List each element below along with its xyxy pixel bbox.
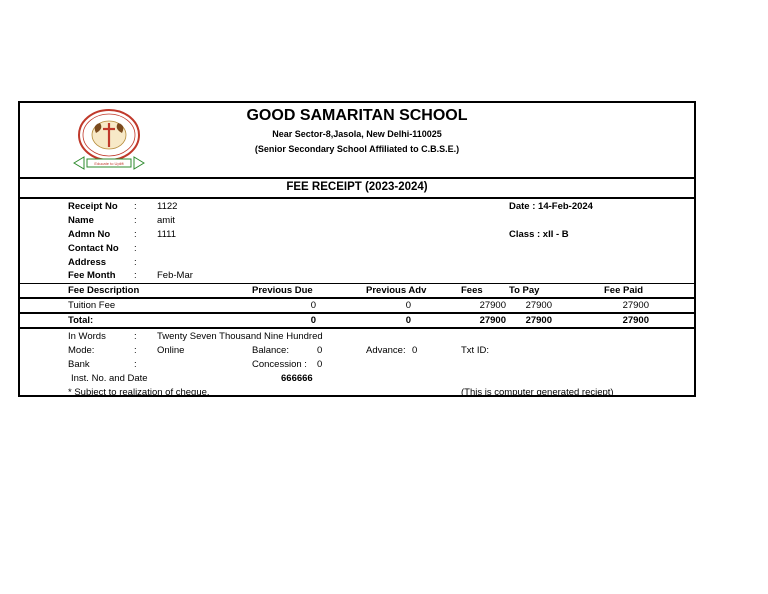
total-fees: 27900 (479, 315, 506, 326)
divider (20, 177, 694, 179)
concession-label: Concession : (252, 359, 307, 370)
total-previous-due: 0 (310, 315, 316, 326)
concession-value: 0 (317, 359, 323, 370)
admn-no-label: Admn No (68, 229, 111, 240)
address-label: Address (68, 257, 107, 268)
amount-in-words: Twenty Seven Thousand Nine Hundred (157, 331, 323, 342)
mode-label: Mode: (68, 345, 95, 356)
divider (20, 297, 694, 299)
receipt-date: Date : 14-Feb-2024 (509, 201, 593, 212)
colon: : (134, 243, 137, 254)
in-words-label: In Words (68, 331, 106, 342)
divider (20, 327, 694, 329)
receipt-no-label: Receipt No (68, 201, 118, 212)
total-fee-paid: 27900 (622, 315, 649, 326)
balance-label: Balance: (252, 345, 289, 356)
total-to-pay: 27900 (525, 315, 552, 326)
row-previous-adv: 0 (405, 300, 411, 311)
col-header-fees: Fees (461, 285, 483, 296)
colon: : (134, 359, 137, 370)
school-affiliation: (Senior Secondary School Affiliated to C.B.S.E.) (254, 144, 460, 154)
colon: : (134, 201, 137, 212)
total-label: Total: (68, 315, 94, 326)
col-header-fee-description: Fee Description (68, 285, 140, 296)
colon: : (134, 345, 137, 356)
receipt-title: FEE RECEIPT (2023-2024) (286, 181, 428, 193)
col-header-fee-paid: Fee Paid (604, 285, 644, 296)
receipt-no: 1122 (157, 201, 178, 212)
school-name: GOOD SAMARITAN SCHOOL (246, 107, 468, 124)
row-to-pay: 27900 (525, 300, 552, 311)
fee-month: Feb-Mar (157, 270, 193, 281)
advance-value: 0 (412, 345, 418, 356)
student-name: amit (157, 215, 175, 226)
row-fee-description: Tuition Fee (68, 300, 116, 311)
svg-text:Educate to Uplift: Educate to Uplift (94, 161, 124, 166)
txt-id-label: Txt ID: (461, 345, 489, 356)
payment-mode: Online (157, 345, 185, 356)
colon: : (134, 229, 137, 240)
row-fees: 27900 (479, 300, 506, 311)
col-header-previous-adv: Previous Adv (366, 285, 427, 296)
bank-label: Bank (68, 359, 90, 370)
school-address: Near Sector-8,Jasola, New Delhi-110025 (272, 129, 442, 139)
admn-no: 1111 (157, 229, 177, 240)
total-previous-adv: 0 (405, 315, 411, 326)
advance-label: Advance: (366, 345, 406, 356)
contact-label: Contact No (68, 243, 119, 254)
fee-month-label: Fee Month (68, 270, 116, 281)
cheque-note: * Subject to realization of cheque. (68, 387, 210, 398)
col-header-to-pay: To Pay (509, 285, 540, 296)
divider (20, 312, 694, 314)
divider (20, 197, 694, 199)
divider (20, 283, 694, 284)
balance-value: 0 (317, 345, 323, 356)
student-class: Class : xII - B (509, 229, 569, 240)
colon: : (134, 270, 137, 281)
colon: : (134, 331, 137, 342)
colon: : (134, 257, 137, 268)
colon: : (134, 215, 137, 226)
computer-generated-note: (This is computer generated reciept) (461, 387, 614, 398)
name-label: Name (68, 215, 94, 226)
inst-no: 666666 (281, 373, 313, 384)
col-header-previous-due: Previous Due (252, 285, 313, 296)
row-fee-paid: 27900 (622, 300, 649, 311)
row-previous-due: 0 (310, 300, 316, 311)
inst-no-date-label: Inst. No. and Date (71, 373, 148, 384)
fee-receipt (18, 101, 696, 397)
